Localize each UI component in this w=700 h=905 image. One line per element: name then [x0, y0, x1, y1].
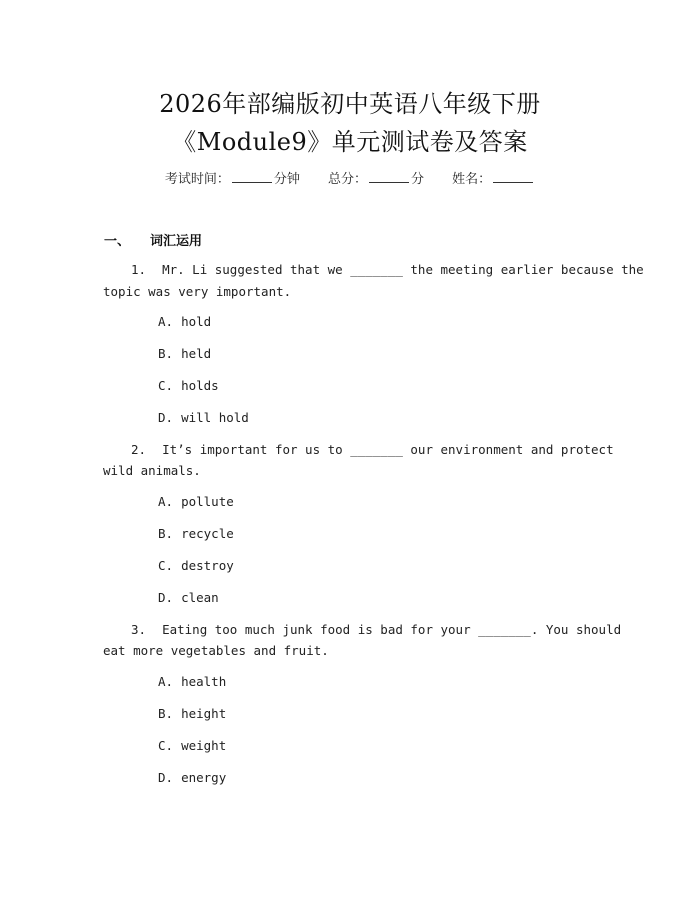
option-text: pollute — [181, 494, 234, 509]
question-2-text: It’s important for us to _______ our environment and protect — [162, 442, 614, 457]
option-text: health — [181, 674, 227, 689]
option-letter: C. — [158, 738, 174, 753]
exam-time-blank — [232, 170, 272, 183]
question-1-option-a[interactable] — [158, 314, 211, 329]
option-text: holds — [181, 378, 219, 393]
option-letter: C. — [158, 378, 174, 393]
option-text: destroy — [181, 558, 234, 573]
option-letter: B. — [158, 706, 174, 721]
option-letter: B. — [158, 346, 174, 361]
exam-score-blank — [369, 170, 409, 183]
question-3-text: Eating too much junk food is bad for your _______. You should — [162, 622, 622, 637]
question-3-number: 3. — [131, 622, 147, 637]
option-text: energy — [181, 770, 227, 785]
exam-score — [328, 172, 428, 187]
option-text: clean — [181, 590, 219, 605]
section-heading — [104, 230, 202, 249]
option-text: height — [181, 706, 227, 721]
question-1-option-d[interactable] — [158, 410, 249, 425]
question-3-option-b[interactable] — [158, 706, 226, 721]
option-letter: D. — [158, 410, 174, 425]
exam-score-label: 总分： — [327, 172, 367, 187]
question-3-option-c[interactable] — [158, 738, 226, 753]
option-text: weight — [181, 738, 227, 753]
exam-name-blank — [493, 170, 533, 183]
question-2-option-d[interactable] — [158, 590, 219, 605]
question-2-line2: wild animals. — [103, 463, 201, 478]
question-1-option-c[interactable] — [158, 378, 219, 393]
question-1-line1 — [131, 262, 644, 277]
question-1-number: 1. — [131, 262, 147, 277]
option-letter: C. — [158, 558, 174, 573]
section-number: 一、 — [104, 234, 131, 249]
option-letter: D. — [158, 770, 174, 785]
question-2-line1 — [131, 442, 614, 457]
option-letter: D. — [158, 590, 174, 605]
option-text: recycle — [181, 526, 234, 541]
page-title-line1: 2026年部编版初中英语八年级下册 — [159, 90, 541, 118]
exam-info — [0, 168, 700, 187]
question-3-line1 — [131, 622, 621, 637]
exam-score-unit: 分 — [411, 172, 425, 187]
option-letter: A. — [158, 314, 174, 329]
question-3-line2: eat more vegetables and fruit. — [103, 643, 329, 658]
question-3-option-d[interactable] — [158, 770, 226, 785]
question-2-option-c[interactable] — [158, 558, 234, 573]
option-text: held — [181, 346, 212, 361]
exam-time — [165, 172, 304, 187]
question-1-option-b[interactable] — [158, 346, 211, 361]
question-2-option-b[interactable] — [158, 526, 234, 541]
exam-time-unit: 分钟 — [273, 172, 300, 187]
section-title: 词汇运用 — [150, 234, 203, 249]
option-text: hold — [181, 314, 212, 329]
question-1-text: Mr. Li suggested that we _______ the meeting earlier because the — [162, 262, 644, 277]
question-3-option-a[interactable] — [158, 674, 226, 689]
exam-time-label: 考试时间： — [164, 172, 230, 187]
question-2-number: 2. — [131, 442, 147, 457]
option-letter: A. — [158, 494, 174, 509]
page-title-line2: 《Module9》单元测试卷及答案 — [172, 128, 528, 156]
question-1-line2: topic was very important. — [103, 284, 292, 299]
question-2-option-a[interactable] — [158, 494, 234, 509]
exam-name — [452, 172, 535, 187]
option-text: will hold — [181, 410, 249, 425]
option-letter: B. — [158, 526, 174, 541]
exam-name-label: 姓名： — [452, 172, 492, 187]
option-letter: A. — [158, 674, 174, 689]
